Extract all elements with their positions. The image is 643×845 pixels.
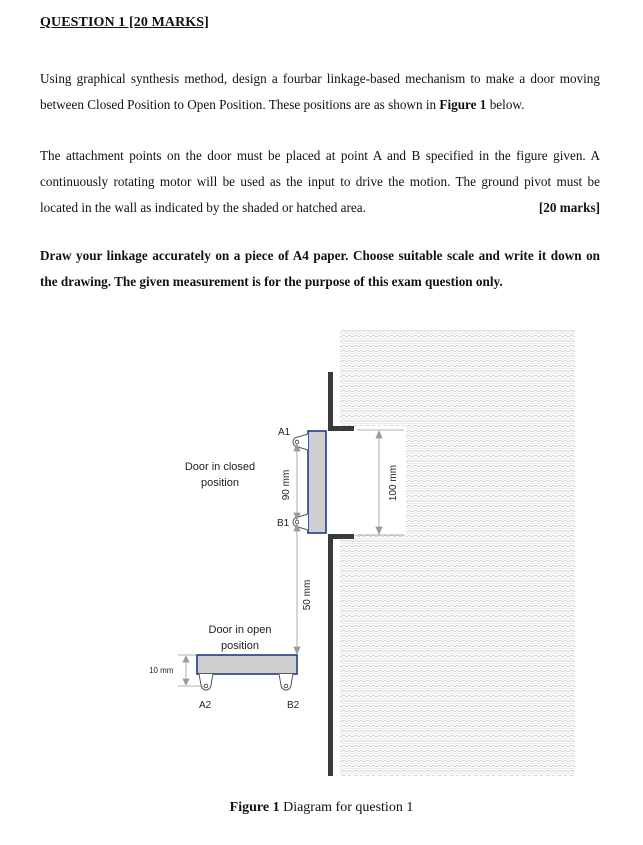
label-closed-line1: Door in closed: [184, 461, 256, 473]
label-A2: A2: [199, 700, 212, 711]
figure-caption: [0, 800, 643, 816]
dim-50-label: 50 mm: [302, 579, 313, 611]
pivot-B2: [279, 674, 293, 690]
door-closed: [308, 431, 326, 533]
mechanism-diagram: [0, 320, 643, 790]
label-B1: B1: [277, 518, 290, 529]
label-closed-line2: position: [201, 477, 239, 489]
caption-bold: Figure 1: [229, 800, 280, 815]
instruction-paragraph-2: [40, 143, 600, 221]
paragraph2-text: The attachment points on the door must be placed at point A and B specified in the figure given. A continuously rotating motor will be used as the input to drive the motion. The ground pivot must be located in the wall as indicated by the shaded or hatched area.: [40, 148, 600, 215]
drawing-instruction: Draw your linkage accurately on a piece of A4 paper. Choose suitable scale and write it down on the drawing. The given measurement is for the purpose of this exam question only.: [40, 248, 600, 289]
marks-label: [20 marks]: [538, 200, 600, 215]
paragraph1-tail: below.: [486, 97, 525, 112]
instruction-paragraph-1: [40, 66, 600, 118]
dimension-90mm: [294, 444, 300, 520]
question-heading: QUESTION 1 [20 MARKS]: [40, 15, 209, 30]
paragraph1-text: Using graphical synthesis method, design a fourbar linkage-based mechanism to make a door moving between Closed Position to Open Position. These positions are as shown in: [40, 71, 600, 112]
dim-100-label: 100 mm: [388, 464, 399, 502]
pivot-A2: [199, 674, 213, 690]
dimension-50mm: [294, 524, 300, 654]
figure-reference: Figure 1: [439, 97, 487, 112]
label-B2: B2: [287, 700, 300, 711]
dim-10-label: 10 mm: [149, 666, 174, 675]
caption-text: Diagram for question 1: [279, 800, 414, 815]
door-open: [197, 655, 297, 674]
dim-90-label: 90 mm: [281, 469, 292, 501]
hatched-ground-region: [340, 330, 575, 776]
label-open-line1: Door in open: [208, 624, 272, 636]
label-A1: A1: [278, 427, 291, 438]
label-open-line2: position: [221, 640, 259, 652]
